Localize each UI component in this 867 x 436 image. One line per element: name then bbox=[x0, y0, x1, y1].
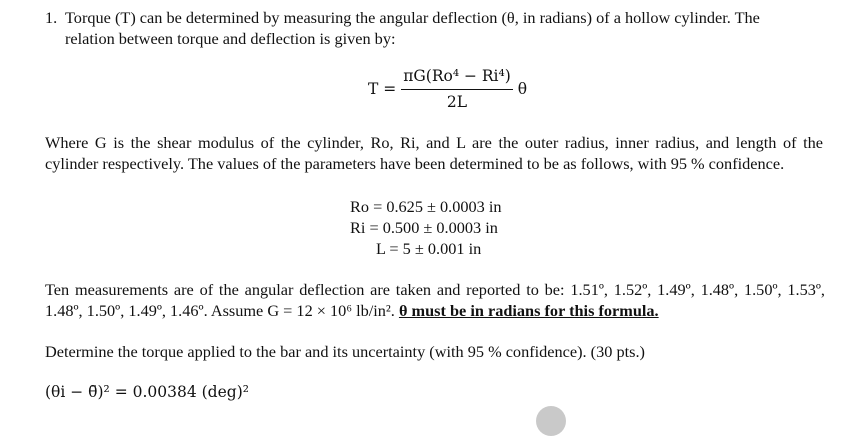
intro-line-2: relation between torque and deflection is given by: bbox=[65, 28, 396, 48]
sum-squares-equation: (θi − θ̄)² = 0.00384 (deg)² bbox=[45, 383, 249, 401]
question-intro bbox=[45, 8, 835, 49]
measurements-paragraph bbox=[45, 280, 825, 321]
partial-circle-icon bbox=[536, 406, 566, 436]
intro-line-1: Torque (T) can be determined by measuring the angular deflection (θ, in radians) of a hollow cylinder. The bbox=[65, 8, 760, 27]
formula-numerator: πG(Ro⁴ − Ri⁴) bbox=[401, 66, 513, 90]
parameter-list bbox=[350, 196, 550, 259]
param-length: L = 5 ± 0.001 in bbox=[376, 239, 482, 258]
param-outer-radius: Ro = 0.625 ± 0.0003 in bbox=[350, 197, 502, 216]
formula-lhs: T = bbox=[368, 79, 397, 98]
formula-denominator: 2L bbox=[446, 92, 468, 111]
definitions-paragraph: Where G is the shear modulus of the cylinder, Ro, Ri, and L are the outer radius, inner radius, and length of the cylinder respectively. The values of the parameters have been determined to be as follows, with 95 % confidence. bbox=[45, 133, 823, 173]
param-inner-radius: Ri = 0.500 ± 0.0003 in bbox=[350, 218, 498, 237]
task-statement: Determine the torque applied to the bar and its uncertainty (with 95 % confidence). (30 pts.) bbox=[45, 342, 645, 361]
formula-theta: θ bbox=[517, 79, 528, 98]
torque-formula bbox=[368, 66, 527, 112]
measurements-text: Ten measurements are of the angular deflection are taken and reported to be: 1.51º, 1.52º, 1.49º, 1.48º, 1.50º, 1.53º, 1.48º, 1.50º, 1.49º, 1.46º. Assume G = 12 × 10⁶ lb/in². bbox=[45, 280, 825, 320]
radians-note: θ must be in radians for this formula. bbox=[398, 300, 659, 320]
formula-fraction bbox=[401, 66, 513, 112]
question-number: 1. bbox=[45, 8, 58, 27]
